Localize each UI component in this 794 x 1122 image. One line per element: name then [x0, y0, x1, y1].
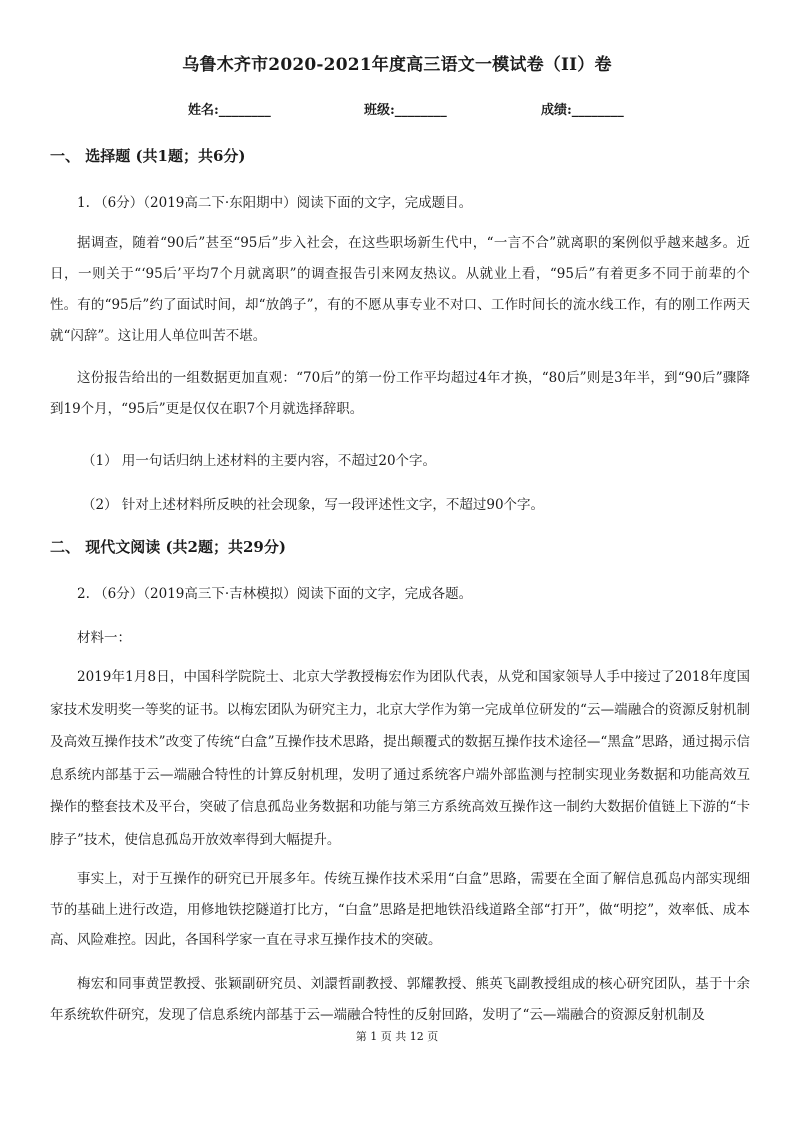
question-1-sub-1: （1） 用一句话归纳上述材料的主要内容，不超过20个字。 [82, 453, 437, 469]
question-2-paragraph-3: 梅宏和同事黄罡教授、张颖副研究员、刘譞哲副教授、郭耀教授、熊英飞副教授组成的核心研究团队，基于十余年系统软件研究，发现了信息系统内部基于云—端融合特性的反射回路，发明了“云—端融合的资源反射机制及 [50, 976, 750, 1023]
class-field: 班级:________ [364, 103, 447, 118]
score-field: 成绩:________ [541, 103, 624, 118]
question-1-sub-2: （2） 针对上述材料所反映的社会现象，写一段评述性文字，不超过90个字。 [82, 497, 545, 513]
question-1-paragraph-1: 据调查，随着“90后”甚至“95后”步入社会，在这些职场新生代中，“一言不合”就离职的案例似乎越来越多。近日，一则关于“‘95后’平均7个月就离职”的调查报告引来网友热议。从就业上看，“95后”有着更多不同于前辈的个性。有的“95后”约了面试时间，却“放鸽子”，有的不愿从事专业不对口、工作时间长的流水线工作，有的刚工作两天就“闪辞”。这让用人单位叫苦不堪。 [50, 235, 750, 344]
question-2-paragraph-1: 2019年1月8日，中国科学院院士、北京大学教授梅宏作为团队代表，从党和国家领导人手中接过了2018年度国家技术发明奖一等奖的证书。以梅宏团队为研究主力，北京大学作为第一完成单位研发的“云—端融合的资源反射机制及高效互操作技术”改变了传统“白盒”互操作技术思路，提出颠覆式的数据互操作技术途径—“黑盒”思路，通过揭示信息系统内部基于云—端融合特性的计算反射机理，发明了通过系统客户端外部监测与控制实现业务数据和功能高效互操作的整套技术及平台，突破了信息孤岛业务数据和功能与第三方系统高效互操作这一制约大数据价值链上下游的“卡脖子”技术，使信息孤岛开放效率得到大幅提升。 [50, 669, 750, 848]
page-footer: 第 1 页 共 12 页 [355, 1030, 439, 1043]
section-heading-reading: 二、 现代文阅读 (共2题；共29分) [50, 538, 286, 556]
page-title: 乌鲁木齐市2020-2021年度高三语文一模试卷（II）卷 [182, 55, 612, 75]
question-1-header: 1. （6分）（2019高二下·东阳期中）阅读下面的文字，完成题目。 [77, 195, 473, 211]
question-1-paragraph-2: 这份报告给出的一组数据更加直观：“70后”的第一份工作平均超过4年才换，“80后”则是3年半，到“90后”骤降到19个月，“95后”更是仅仅在职7个月就选择辞职。 [50, 370, 750, 417]
question-2-header: 2. （6分）（2019高三下·吉林模拟）阅读下面的文字，完成各题。 [77, 586, 473, 602]
question-2-paragraph-2: 事实上，对于互操作的研究已开展多年。传统互操作技术采用“白盒”思路，需要在全面了解信息孤岛内部实现细节的基础上进行改造，用修地铁挖隧道打比方，“白盒”思路是把地铁沿线道路全部“打开”，做“明挖”，效率低、成本高、风险难控。因此，各国科学家一直在寻求互操作技术的突破。 [50, 871, 750, 948]
material-label: 材料一： [77, 630, 131, 646]
name-field: 姓名:________ [188, 103, 271, 118]
section-heading-choice: 一、 选择题 (共1题；共6分) [50, 147, 246, 165]
